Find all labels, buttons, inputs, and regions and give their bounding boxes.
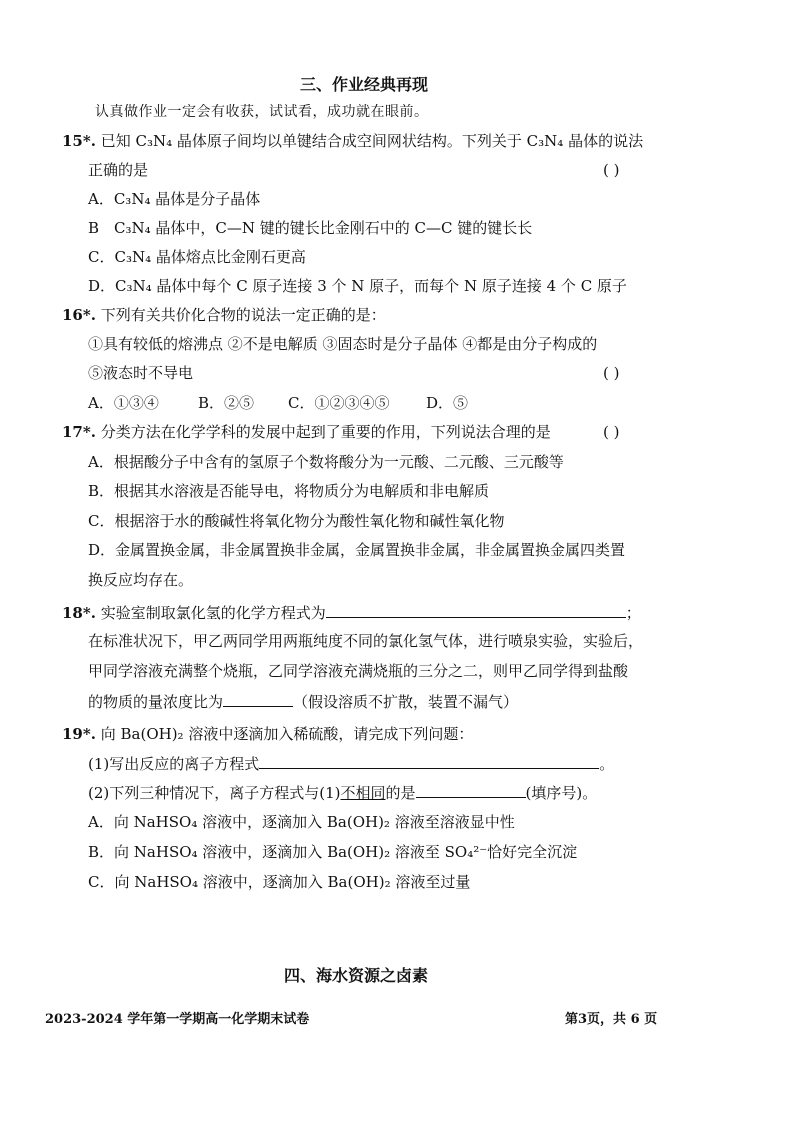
question-number: 15*. <box>62 132 96 150</box>
text-segment: (1)写出反应的离子方程式 <box>88 755 260 773</box>
answer-blank[interactable] <box>326 601 626 618</box>
question-number: 18*. <box>62 604 96 622</box>
answer-paren: ( ) <box>603 364 620 382</box>
text-segment: (填序号)。 <box>525 784 598 802</box>
option-a: A．C₃N₄ 晶体是分子晶体 <box>88 190 261 208</box>
answer-blank[interactable] <box>416 781 526 798</box>
answer-paren: ( ) <box>603 161 620 179</box>
sub-question-1 <box>88 752 614 775</box>
text-segment: （假设溶质不扩散，装置不漏气） <box>293 693 519 711</box>
question-number: 17*. <box>62 423 96 441</box>
question-15 <box>62 130 643 152</box>
page-number: 第3页，共 6 页 <box>565 1012 658 1027</box>
option-d: D．金属置换金属，非金属置换非金属，金属置换非金属，非金属置换金属四类置 <box>88 541 626 559</box>
answer-blank[interactable] <box>259 752 599 769</box>
option-b: B．②⑤ <box>198 394 255 412</box>
answer-blank[interactable] <box>223 690 293 707</box>
option-a: A．①③④ <box>88 394 159 412</box>
option-b: B C₃N₄ 晶体中，C—N 键的键长比金刚石中的 C—C 键的键长长 <box>88 219 533 237</box>
question-stem-cont: 正确的是 <box>88 161 149 179</box>
option-b: B．向 NaHSO₄ 溶液中，逐滴加入 Ba(OH)₂ 溶液至 SO₄²⁻恰好完全沉淀 <box>88 843 578 861</box>
section-title: 三、作业经典再现 <box>300 75 429 94</box>
statements-line-1: ①具有较低的熔沸点 ②不是电解质 ③固态时是分子晶体 ④都是由分子构成的 <box>88 335 598 353</box>
answer-paren: ( ) <box>603 423 620 441</box>
question-stem: 向 Ba(OH)₂ 溶液中逐滴加入稀硫酸，请完成下列问题： <box>100 725 474 743</box>
option-a: A．向 NaHSO₄ 溶液中，逐滴加入 Ba(OH)₂ 溶液至溶液显中性 <box>88 813 515 831</box>
question-text-line-3: 甲同学溶液充满整个烧瓶，乙同学溶液充满烧瓶的三分之二，则甲乙同学得到盐酸 <box>88 662 629 680</box>
question-stem: 已知 C₃N₄ 晶体原子间均以单键结合成空间网状结构。下列关于 C₃N₄ 晶体的说法 <box>100 132 644 150</box>
text-segment: 的物质的量浓度比为 <box>88 693 224 711</box>
question-text-line-4 <box>88 690 518 713</box>
question-number: 19*. <box>62 725 96 743</box>
line-end: ； <box>625 604 641 622</box>
option-d: D．C₃N₄ 晶体中每个 C 原子连接 3 个 N 原子，而每个 N 原子连接 4 个 C 原子 <box>88 277 627 295</box>
section-intro: 认真做作业一定会有收获，试试看，成功就在眼前。 <box>95 104 429 120</box>
text-segment: (2)下列三种情况下，离子方程式与(1) <box>88 784 341 802</box>
option-c: C．C₃N₄ 晶体熔点比金刚石更高 <box>88 248 306 266</box>
question-stem: 下列有关共价化合物的说法一定正确的是： <box>100 306 386 324</box>
question-17 <box>62 421 551 443</box>
option-a: A．根据酸分子中含有的氢原子个数将酸分为一元酸、二元酸、三元酸等 <box>88 453 564 471</box>
footer-title: 2023-2024 学年第一学期高一化学期末试卷 <box>45 1012 310 1027</box>
question-stem: 实验室制取氯化氢的化学方程式为 <box>100 604 326 622</box>
question-text-line-2: 在标准状况下，甲乙两同学用两瓶纯度不同的氯化氢气体，进行喷泉实验，实验后， <box>88 632 644 650</box>
option-c: C．向 NaHSO₄ 溶液中，逐滴加入 Ba(OH)₂ 溶液至过量 <box>88 873 471 891</box>
question-number: 16*. <box>62 306 96 324</box>
option-c: C．①②③④⑤ <box>288 394 390 412</box>
option-b: B．根据其水溶液是否能导电，将物质分为电解质和非电解质 <box>88 482 490 500</box>
question-18 <box>62 601 641 624</box>
underlined-text: 不相同 <box>340 784 386 802</box>
question-16 <box>62 304 386 326</box>
option-c: C．根据溶于水的酸碱性将氧化物分为酸性氧化物和碱性氧化物 <box>88 512 505 530</box>
question-stem: 分类方法在化学学科的发展中起到了重要的作用，下列说法合理的是 <box>100 423 551 441</box>
sub-question-2 <box>88 781 597 804</box>
statements-line-2: ⑤液态时不导电 <box>88 364 194 382</box>
option-d: D．⑤ <box>426 394 469 412</box>
section-title: 四、海水资源之卤素 <box>284 966 429 985</box>
text-segment: 的是 <box>385 784 416 802</box>
option-d-cont: 换反应均存在。 <box>88 571 194 589</box>
question-19 <box>62 723 473 745</box>
line-end: 。 <box>599 755 615 773</box>
